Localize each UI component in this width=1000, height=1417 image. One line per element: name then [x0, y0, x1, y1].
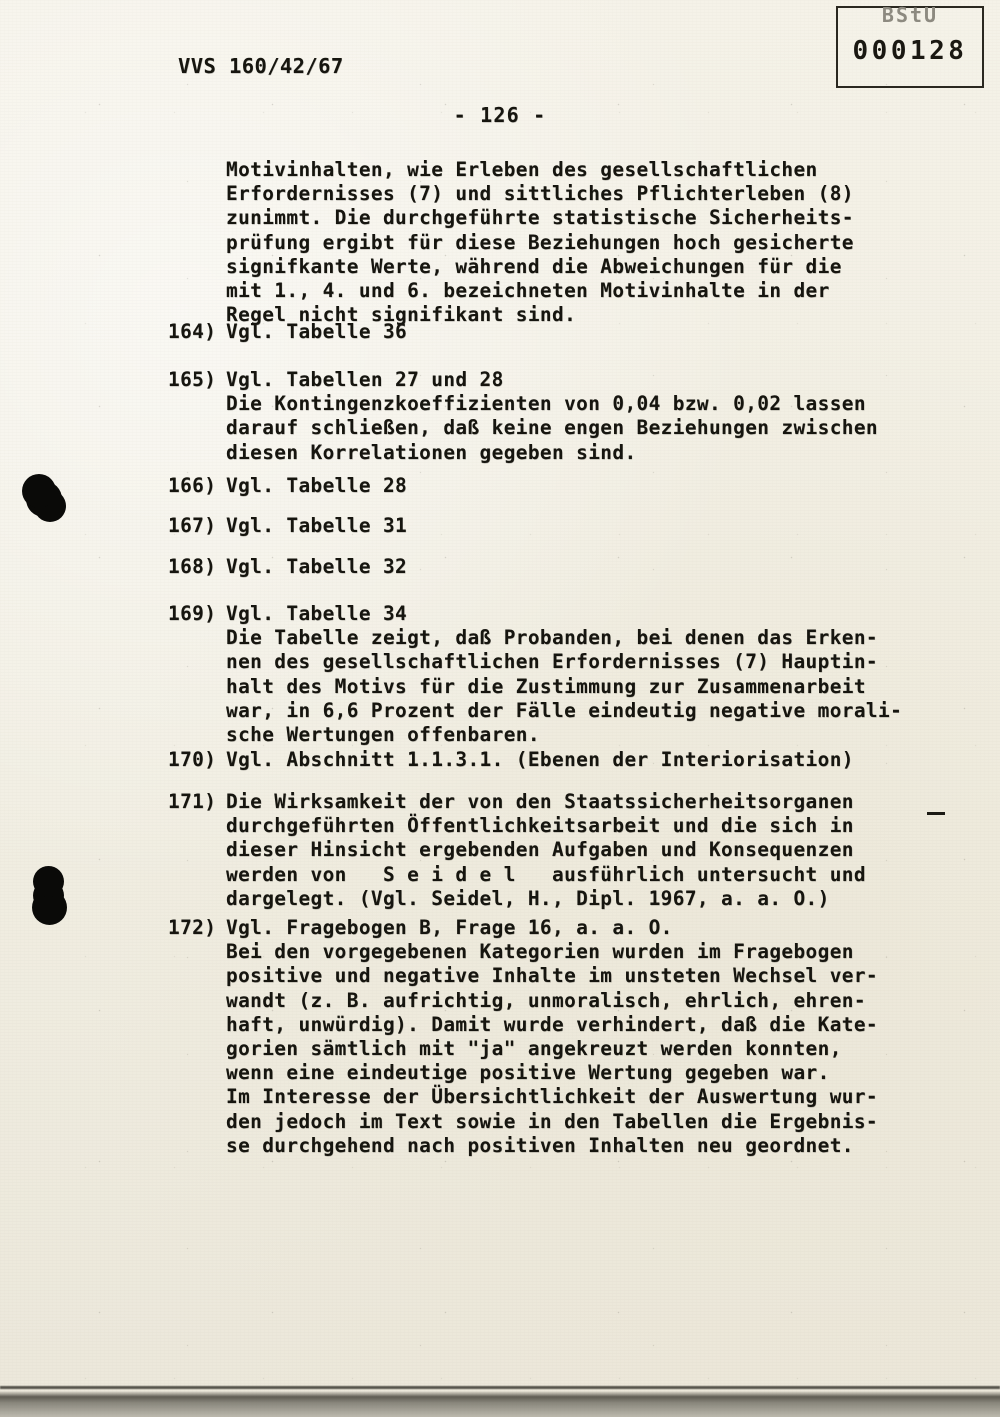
paragraph-line: Regel nicht signifikant sind.: [226, 303, 577, 327]
footnote-number: 171): [168, 790, 217, 813]
body-paragraph: [226, 158, 854, 327]
footnote-number: 166): [168, 474, 217, 497]
footnote-text: [226, 320, 407, 344]
footnote-number: 168): [168, 555, 217, 578]
footnote-line: nen des gesellschaftlichen Erfordernisses (7) Hauptin-: [226, 650, 879, 674]
footnote-text: [226, 555, 407, 579]
footnote-line: Vgl. Tabelle 36: [226, 320, 408, 343]
footnote-number: 172): [168, 916, 217, 939]
ink-blot-mark: [33, 866, 64, 897]
footnote-line: Vgl. Tabellen 27 und 28: [226, 368, 504, 391]
footnote-line: Vgl. Tabelle 34: [226, 602, 408, 625]
footnote-line: Im Interesse der Übersichtlichkeit der Auswertung wur-: [226, 1085, 879, 1109]
footnote-line: Bei den vorgegebenen Kategorien wurden im Fragebogen: [226, 940, 854, 964]
paragraph-line: zunimmt. Die durchgeführte statistische Sicherheits-: [226, 206, 854, 230]
footnote-line: Die Wirksamkeit der von den Staatssicherheitsorganen: [226, 790, 854, 813]
footnote-line: haft, unwürdig). Damit wurde verhindert, daß die Kate-: [226, 1012, 879, 1036]
paragraph-line: Motivinhalten, wie Erleben des gesellschaftlichen: [226, 158, 818, 181]
document-code: VVS 160/42/67: [178, 54, 344, 78]
footnote-line: se durchgehend nach positiven Inhalten neu geordnet.: [226, 1133, 854, 1157]
footnote-line: Vgl. Tabelle 32: [226, 555, 408, 578]
footnote-text: [226, 748, 854, 772]
footnote-number: 165): [168, 368, 217, 391]
footnote-line: durchgeführten Öffentlichkeitsarbeit und die sich in: [226, 814, 854, 838]
footnote-number: 170): [168, 748, 217, 771]
stamp-archive-number: 000128: [852, 36, 968, 66]
footnote-line: Die Tabelle zeigt, daß Probanden, bei denen das Erken-: [226, 626, 879, 650]
footnote-text: [226, 368, 878, 465]
paragraph-line: signifkante Werte, während die Abweichungen für die: [226, 254, 842, 278]
footnote-line: den jedoch im Text sowie in den Tabellen die Ergebnis-: [226, 1109, 879, 1133]
footnote-text: [226, 916, 878, 1158]
margin-dash-mark: [927, 812, 945, 815]
footnote-line: diesen Korrelationen gegeben sind.: [226, 440, 637, 464]
footnote-text: [226, 474, 407, 498]
footnote-line: dieser Hinsicht ergebenden Aufgaben und Konsequenzen: [226, 838, 854, 862]
footnote-text: [226, 790, 866, 911]
paragraph-line: Erfordernisses (7) und sittliches Pflichterleben (8): [226, 182, 854, 206]
footnote-line: darauf schließen, daß keine engen Beziehungen zwischen: [226, 416, 879, 440]
footnote-number: 164): [168, 320, 217, 343]
footnote-line: gorien sämtlich mit "ja" angekreuzt werden konnten,: [226, 1037, 842, 1061]
footnote-line: wenn eine eindeutige positive Wertung gegeben war.: [226, 1061, 830, 1085]
paragraph-line: mit 1., 4. und 6. bezeichneten Motivinhalte in der: [226, 279, 830, 303]
footnote-line: dargelegt. (Vgl. Seidel, H., Dipl. 1967, a. a. O.): [226, 886, 830, 910]
scan-bottom-edge: [0, 1375, 1000, 1417]
footnote-line: Vgl. Fragebogen B, Frage 16, a. a. O.: [226, 916, 673, 939]
footnote-text: [226, 514, 407, 538]
footnote-text: [226, 602, 902, 747]
footnote-line: Vgl. Tabelle 31: [226, 514, 408, 537]
footnote-line: halt des Motivs für die Zustimmung zur Zusammenarbeit: [226, 674, 866, 698]
ink-blot-mark: [22, 474, 56, 508]
archive-stamp: [836, 3, 984, 88]
page-number: - 126 -: [453, 103, 547, 127]
stamp-agency-label: BStU: [881, 3, 939, 25]
scan-bottom-edge-line: [0, 1386, 1000, 1389]
footnote-number: 167): [168, 514, 217, 537]
footnote-line: werden von S e i d e l ausführlich untersucht und: [226, 862, 866, 886]
paragraph-line: prüfung ergibt für diese Beziehungen hoch gesicherte: [226, 230, 854, 254]
footnote-number: 169): [168, 602, 217, 625]
footnote-line: war, in 6,6 Prozent der Fälle eindeutig negative morali-: [226, 698, 903, 722]
footnote-line: positive und negative Inhalte im unsteten Wechsel ver-: [226, 964, 879, 988]
footnote-line: Vgl. Tabelle 28: [226, 474, 408, 497]
footnote-line: Vgl. Abschnitt 1.1.3.1. (Ebenen der Interiorisation): [226, 748, 854, 771]
footnote-line: wandt (z. B. aufrichtig, unmoralisch, ehrlich, ehren-: [226, 988, 866, 1012]
footnote-line: Die Kontingenzkoeffizienten von 0,04 bzw. 0,02 lassen: [226, 392, 866, 416]
footnote-line: sche Wertungen offenbaren.: [226, 723, 540, 747]
